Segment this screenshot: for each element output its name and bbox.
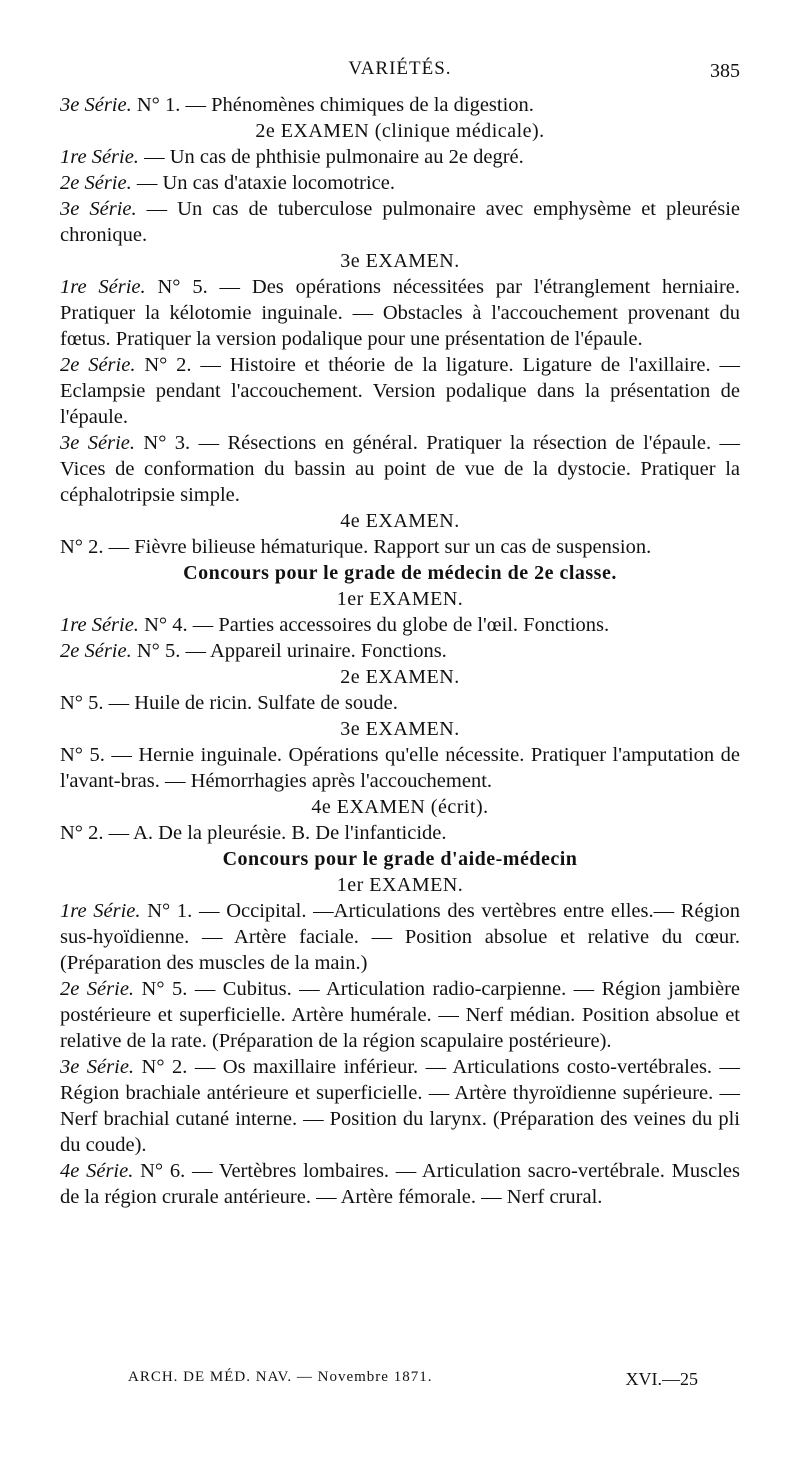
paragraph: N° 2. — Fièvre bilieuse hématurique. Rapport sur un cas de suspension. xyxy=(60,536,652,558)
paragraph xyxy=(60,898,740,976)
paragraph: N° 5. — Huile de ricin. Sulfate de soude. xyxy=(60,692,398,714)
series-label: 2e Série. xyxy=(60,640,132,662)
series-label: 3e Série. xyxy=(60,432,135,454)
exam-heading: 2e EXAMEN (clinique médicale). xyxy=(255,120,545,142)
paragraph xyxy=(60,1054,740,1158)
series-label: 2e Série. xyxy=(60,978,135,1000)
paragraph-text: — Un cas de phthisie pulmonaire au 2e degré. xyxy=(144,146,524,168)
paragraph xyxy=(60,352,740,430)
paragraph-text: N° 5. — Appareil urinaire. Fonctions. xyxy=(136,640,447,662)
paragraph xyxy=(60,92,740,118)
paragraph-text: N° 1. — Occipital. —Articulations des vertèbres entre elles.— Région sus-hyoïdienne. — Artère faciale. — Position absolue et relative du cœur. (Préparation des muscles de la main.) xyxy=(60,900,741,974)
paragraph-text: — Un cas d'ataxie locomotrice. xyxy=(136,172,396,194)
section-heading: Concours pour le grade de médecin de 2e classe. xyxy=(183,562,617,584)
series-label: 4e Série. xyxy=(60,1160,134,1182)
series-label: 1re Série. xyxy=(60,146,139,168)
series-label: 2e Série. xyxy=(60,354,136,376)
paragraph xyxy=(60,1158,740,1210)
paragraph-text: — Un cas de tuberculose pulmonaire avec emphysème et pleurésie chronique. xyxy=(60,198,741,246)
exam-heading: 3e EXAMEN. xyxy=(340,250,460,272)
paragraph xyxy=(60,638,740,664)
body-text xyxy=(60,92,740,1210)
running-header xyxy=(60,58,740,86)
paragraph xyxy=(60,430,740,508)
paragraph-text: N° 2. — Histoire et théorie de la ligature. Ligature de l'axillaire. — Eclampsie pendant l'accouchement. Version podalique dans la présentation de l'épaule. xyxy=(60,354,740,428)
paragraph xyxy=(60,170,740,196)
series-label: 1re Série. xyxy=(60,614,139,636)
series-label: 3e Série. xyxy=(60,198,137,220)
exam-heading: 4e EXAMEN (écrit). xyxy=(311,796,489,818)
paragraph-text: N° 6. — Vertèbres lombaires. — Articulation sacro-vertébrale. Muscles de la région crurale antérieure. — Artère fémorale. — Nerf crural. xyxy=(60,1160,740,1208)
paragraph: N° 2. — A. De la pleurésie. B. De l'infanticide. xyxy=(60,822,447,844)
series-label: 3e Série. xyxy=(60,1056,135,1078)
paragraph xyxy=(60,196,740,248)
section-heading: Concours pour le grade d'aide-médecin xyxy=(222,848,578,870)
paragraph-text: N° 1. — Phénomènes chimiques de la digestion. xyxy=(136,94,534,116)
paragraph-text: N° 2. — Os maxillaire inférieur. — Articulations costo-vertébrales. — Région brachiale antérieure et superficielle. — Artère thyroïdienne supérieure. — Nerf brachial cutané interne. — Position du larynx. (Préparation des veines du pli du coude). xyxy=(60,1056,741,1156)
paragraph xyxy=(60,144,740,170)
footer-journal: ARCH. DE MÉD. NAV. — Novembre 1871. xyxy=(128,1369,433,1385)
paragraph: N° 5. — Hernie inguinale. Opérations qu'elle nécessite. Pratiquer l'amputation de l'avant-bras. — Hémorrhagies après l'accouchement. xyxy=(60,744,740,792)
paragraph-text: N° 4. — Parties accessoires du globe de l'œil. Fonctions. xyxy=(144,614,610,636)
exam-heading: 1er EXAMEN. xyxy=(336,588,464,610)
series-label: 3e Série. xyxy=(60,94,132,116)
page-footer xyxy=(128,1369,698,1393)
series-label: 1re Série. xyxy=(60,900,141,922)
page-number: 385 xyxy=(710,60,740,82)
paragraph xyxy=(60,976,740,1054)
exam-heading: 2e EXAMEN. xyxy=(340,666,460,688)
exam-heading: 3e EXAMEN. xyxy=(340,718,460,740)
paragraph-text: N° 5. — Des opérations nécessitées par l'étranglement herniaire. Pratiquer la kélotomie inguinale. — Obstacles à l'accouchement provenant du fœtus. Pratiquer la version podalique pour une présentation de l'épaule. xyxy=(60,276,740,350)
exam-heading: 4e EXAMEN. xyxy=(340,510,460,532)
paragraph xyxy=(60,274,740,352)
exam-heading: 1er EXAMEN. xyxy=(336,874,464,896)
paragraph xyxy=(60,612,740,638)
paragraph-text: N° 5. — Cubitus. — Articulation radio-carpienne. — Région jambière postérieure et superficielle. Artère humérale. — Nerf médian. Position absolue et relative de la rate. (Préparation de la région scapulaire postérieure). xyxy=(60,978,741,1052)
series-label: 1re Série. xyxy=(60,276,146,298)
series-label: 2e Série. xyxy=(60,172,132,194)
paragraph-text: N° 3. — Résections en général. Pratiquer la résection de l'épaule. — Vices de conformation du bassin au point de vue de la dystocie. Pratiquer la céphalotripsie simple. xyxy=(60,432,741,506)
footer-signature: XVI.—25 xyxy=(625,1369,698,1389)
running-title: VARIÉTÉS. xyxy=(348,58,452,79)
